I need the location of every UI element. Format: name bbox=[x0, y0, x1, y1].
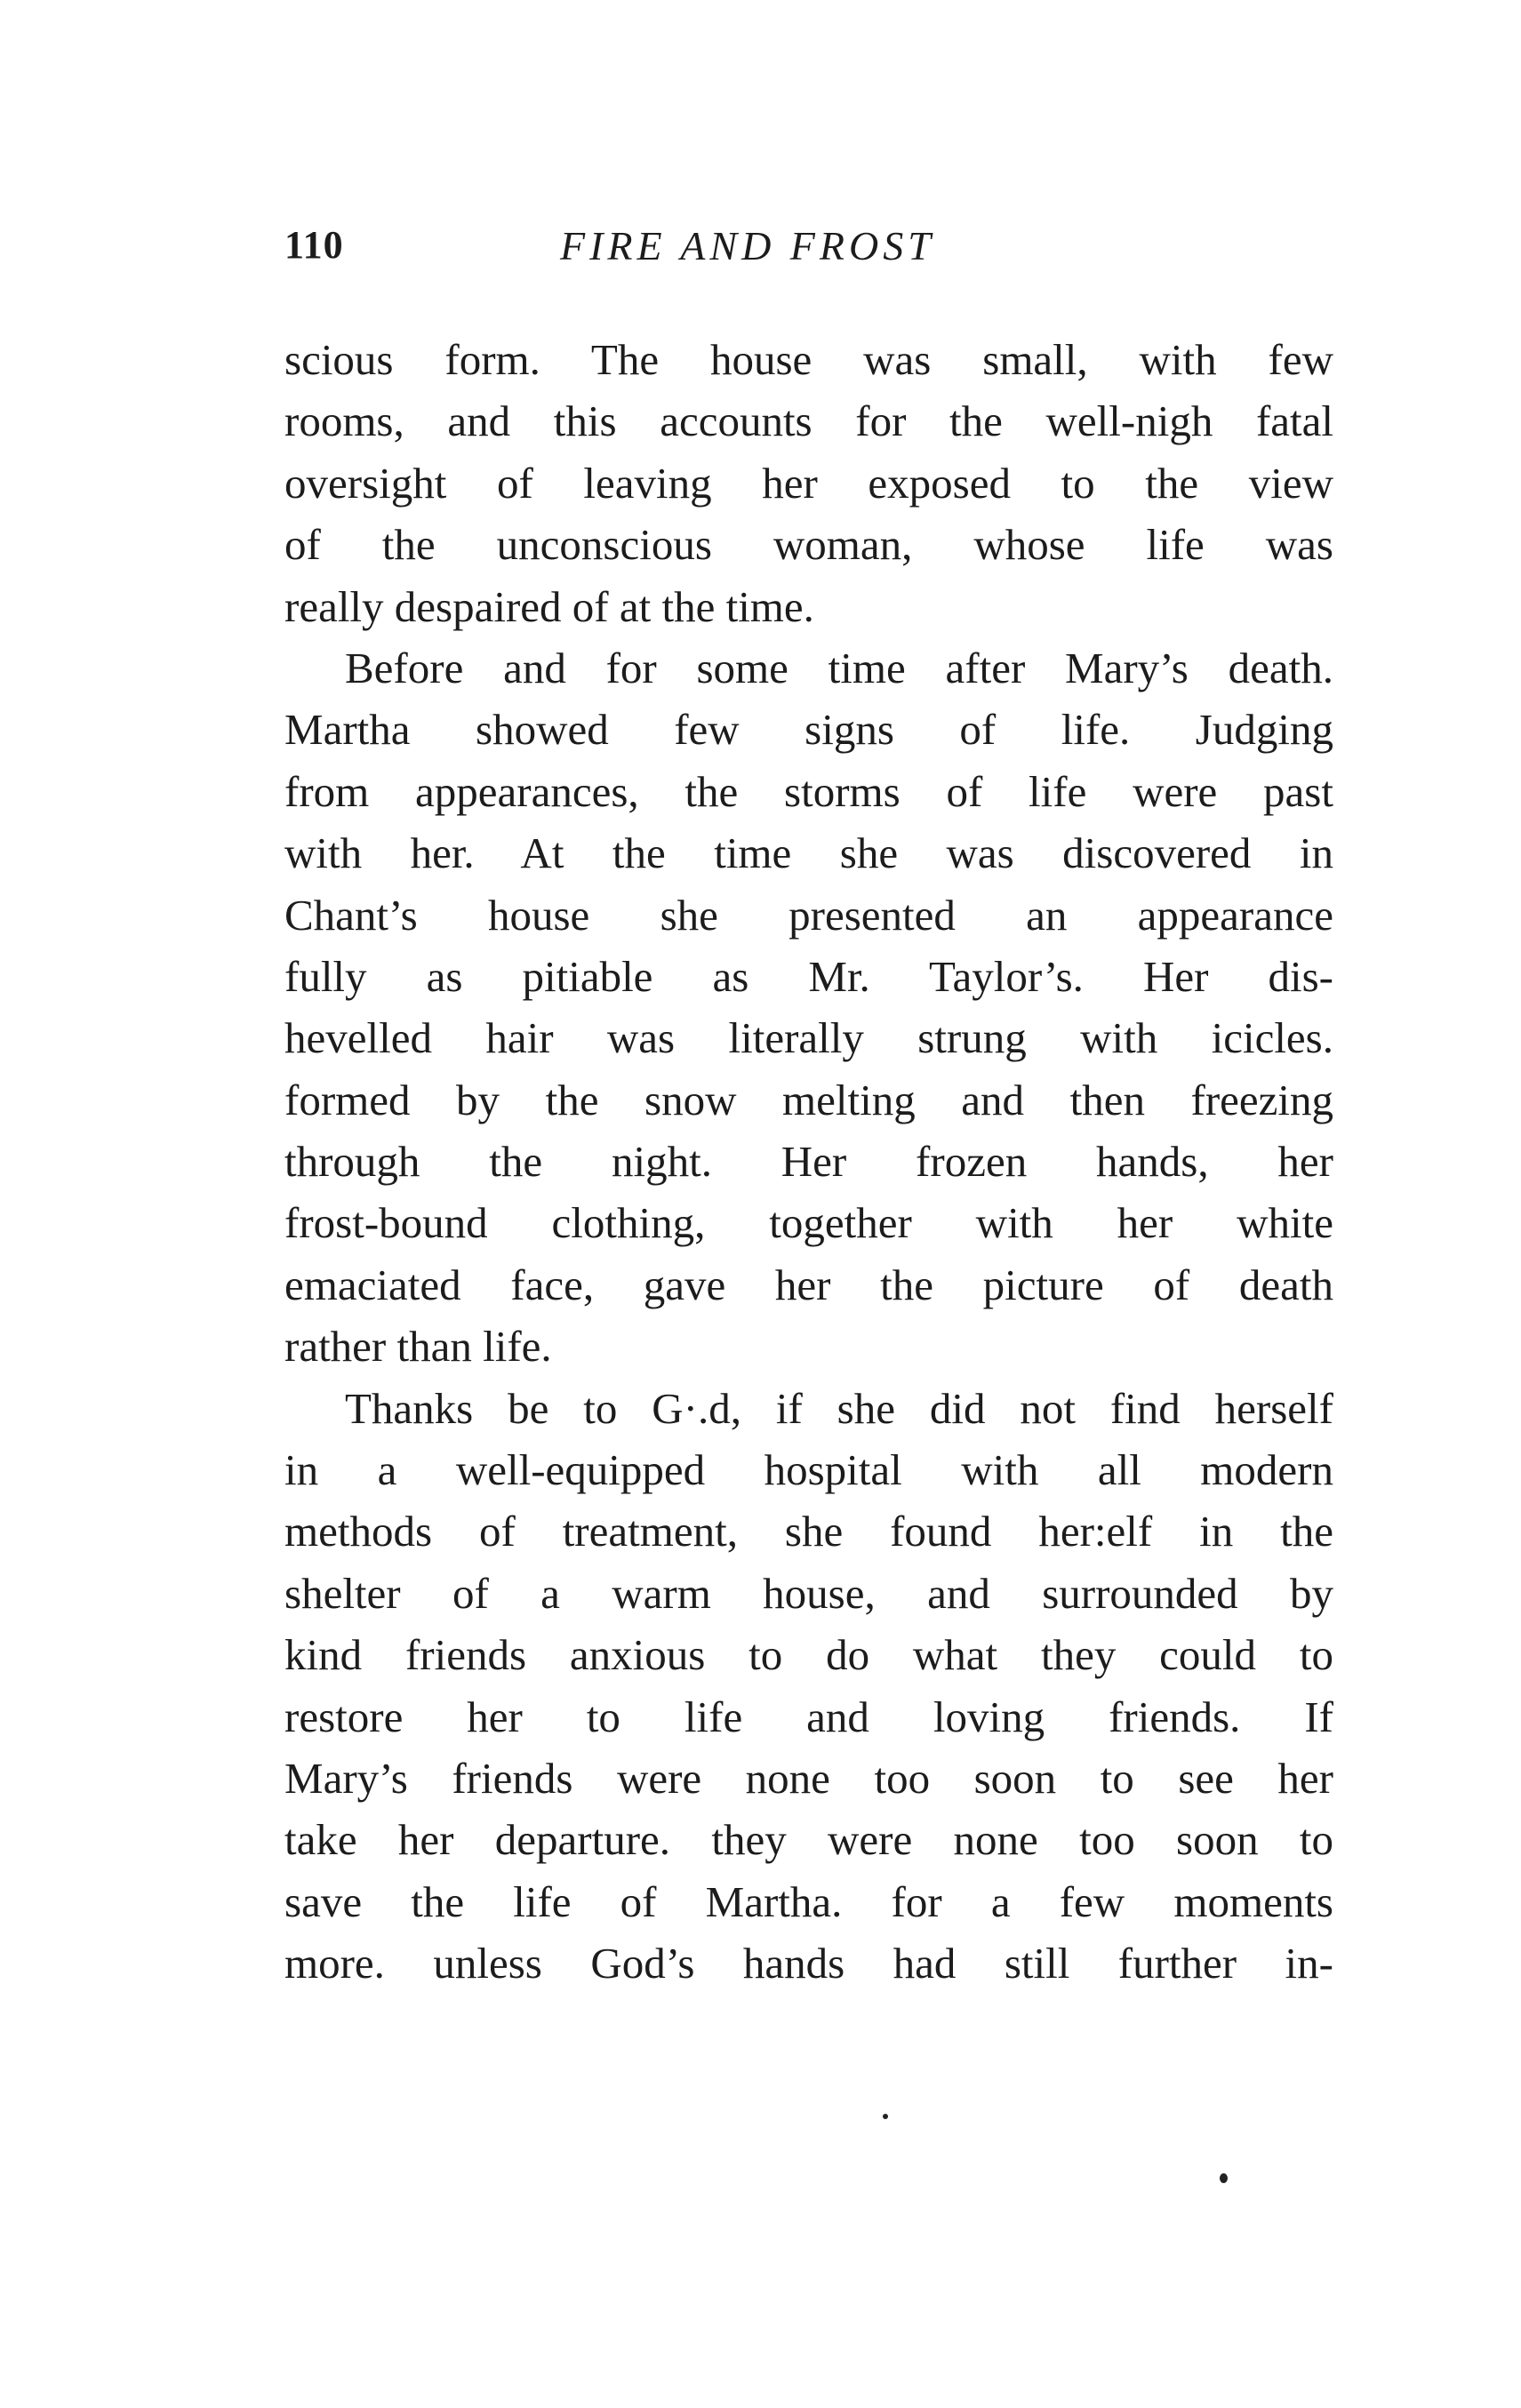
text-line: in a well-equipped hospital with all modern bbox=[284, 1445, 1333, 1495]
running-head bbox=[284, 222, 1333, 284]
text-line: Mary’s friends were none too soon to see her bbox=[284, 1753, 1333, 1803]
text-line: through the night. Her frozen hands, her bbox=[284, 1137, 1333, 1187]
paragraph-1 bbox=[284, 329, 1333, 637]
text-line: oversight of leaving her exposed to the view bbox=[284, 458, 1333, 508]
text-line: scious form. The house was small, with few bbox=[284, 335, 1333, 384]
text-line: rooms, and this accounts for the well-nigh fatal bbox=[284, 396, 1333, 446]
text-line: rather than life. bbox=[284, 1322, 552, 1372]
text-line: Before and for some time after Mary’s death. bbox=[345, 643, 1333, 692]
text-line: emaciated face, gave her the picture of death bbox=[284, 1260, 1333, 1309]
text-line: kind friends anxious to do what they could to bbox=[284, 1630, 1333, 1680]
paragraph-3 bbox=[284, 1378, 1333, 1995]
text-line: really despaired of at the time. bbox=[284, 581, 814, 631]
text-line: save the life of Martha. for a few moments bbox=[284, 1876, 1333, 1926]
text-line: take her departure. they were none too soon to bbox=[284, 1815, 1333, 1865]
running-title: FIRE AND FROST bbox=[560, 223, 935, 268]
text-line: methods of treatment, she found her:elf in the bbox=[284, 1507, 1333, 1556]
text-line: fully as pitiable as Mr. Taylor’s. Her dis- bbox=[284, 951, 1333, 1001]
ink-speck bbox=[1220, 2173, 1228, 2183]
text-line: with her. At the time she was discovered in bbox=[284, 828, 1333, 878]
text-line: hevelled hair was literally strung with icicles. bbox=[284, 1013, 1333, 1063]
page-number: 110 bbox=[284, 223, 344, 267]
ink-speck bbox=[883, 2114, 888, 2119]
text-line: Martha showed few signs of life. Judging bbox=[284, 705, 1333, 755]
text-line: formed by the snow melting and then freezing bbox=[284, 1075, 1333, 1124]
text-line: more. unless God’s hands had still further in- bbox=[284, 1939, 1333, 1988]
text-line: frost-bound clothing, together with her white bbox=[284, 1198, 1333, 1248]
text-line: restore her to life and loving friends. If bbox=[284, 1692, 1333, 1741]
text-line: from appearances, the storms of life were past bbox=[284, 766, 1333, 816]
text-line: Thanks be to G·.d, if she did not find herself bbox=[345, 1383, 1333, 1433]
text-line: Chant’s house she presented an appearance bbox=[284, 890, 1333, 940]
paragraph-2 bbox=[284, 637, 1333, 1378]
text-line: of the unconscious woman, whose life was bbox=[284, 520, 1333, 570]
body-text bbox=[284, 329, 1333, 1995]
text-line: shelter of a warm house, and surrounded by bbox=[284, 1568, 1333, 1618]
